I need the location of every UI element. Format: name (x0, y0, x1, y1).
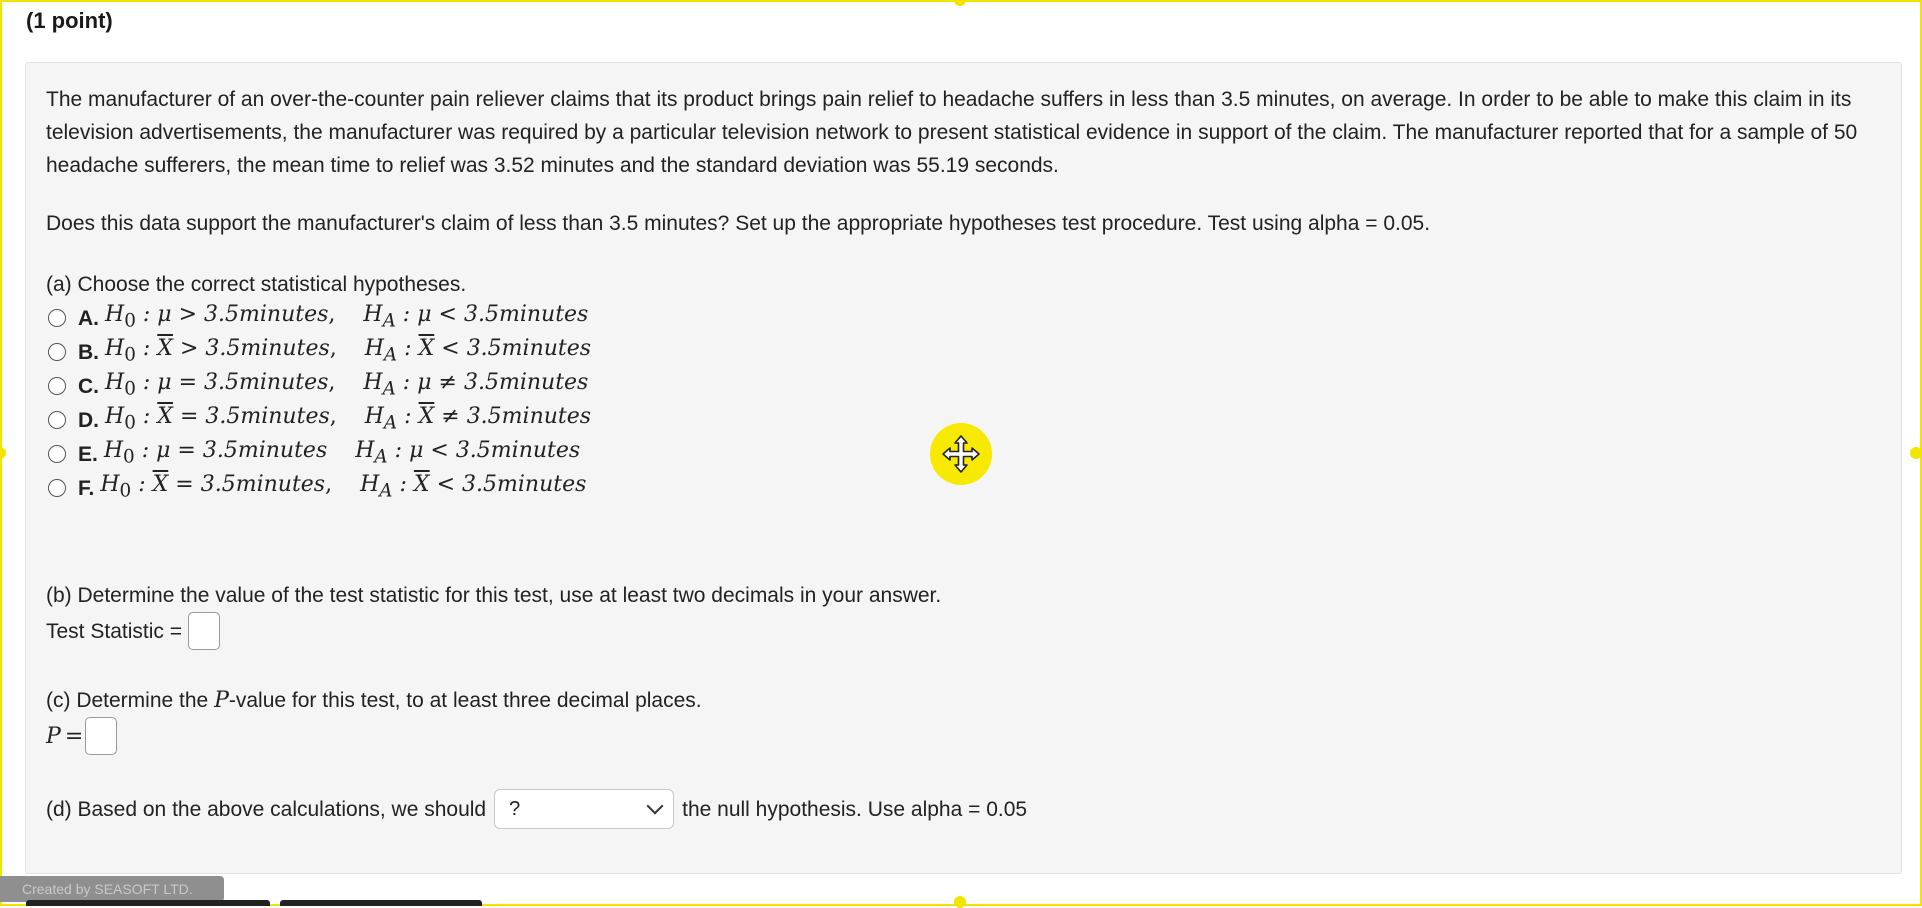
h0-subscript: 0 (119, 480, 132, 502)
ha-parameter: μ (409, 438, 424, 464)
ha-symbol: H (360, 472, 380, 498)
h0-symbol: H (105, 404, 125, 430)
ha-relation: ≠ (438, 370, 457, 396)
ha-symbol: H (364, 336, 384, 362)
option-letter: E. (78, 442, 98, 466)
option-letter: A. (78, 306, 99, 330)
p-value-row (46, 717, 1881, 755)
radio-button[interactable] (48, 479, 66, 497)
separator: , (329, 336, 337, 362)
ha-subscript: A (382, 310, 396, 332)
h0-value: 3.5minutes (205, 336, 330, 362)
ha-parameter: $\overline{X}$ (418, 336, 435, 362)
hypothesis-option-b[interactable] (46, 335, 1881, 369)
resize-handle-right[interactable] (1910, 447, 1922, 459)
h0-subscript: 0 (124, 378, 136, 400)
ha-value: 3.5minutes (466, 336, 592, 362)
ha-value: 3.5minutes (463, 370, 589, 396)
bottom-button-2[interactable] (280, 900, 482, 906)
option-letter: D. (78, 408, 99, 432)
h0-parameter: $\overline{X}$ (157, 336, 173, 362)
hypothesis-expression: $H_0$ : $\overline{X}$ = 3.5minutes, $H_A$ : $\overline{X}$ ≠ 3.5minutes (105, 404, 592, 434)
ha-subscript: A (379, 480, 393, 502)
ha-symbol: H (363, 370, 383, 396)
option-letter: B. (78, 340, 99, 364)
h0-symbol: H (105, 336, 125, 362)
radio-button[interactable] (48, 343, 66, 361)
h0-parameter: $\overline{X}$ (152, 472, 169, 498)
ha-subscript: A (382, 378, 396, 400)
part-c-label-before: (c) Determine the (46, 689, 215, 712)
radio-button[interactable] (48, 309, 66, 327)
hypothesis-option-a[interactable] (46, 301, 1881, 335)
ha-value: 3.5minutes (463, 302, 589, 328)
ha-relation: < (441, 336, 460, 362)
hypothesis-expression: $H_0$ : $\overline{X}$ = 3.5minutes, $H_A$ : $\overline{X}$ < 3.5minutes (100, 472, 587, 502)
hypothesis-expression: $H_0$ : μ > 3.5minutes, $H_A$ : μ < 3.5minutes (105, 302, 589, 332)
h0-symbol: H (105, 302, 125, 328)
ha-parameter: $\overline{X}$ (418, 404, 435, 430)
ha-symbol: H (355, 438, 375, 464)
bottom-button-1[interactable] (26, 900, 270, 906)
points-label: (1 point) (26, 8, 113, 33)
radio-button[interactable] (48, 445, 66, 463)
hypothesis-expression: $H_0$ : μ = 3.5minutes, $H_A$ : μ ≠ 3.5minutes (105, 370, 589, 400)
part-d-label-after: the null hypothesis. Use alpha = 0.05 (682, 797, 1028, 821)
h0-value: 3.5minutes (205, 404, 330, 430)
option-letter: F. (78, 476, 95, 500)
ha-value: 3.5minutes (455, 438, 581, 464)
part-d-label-before: (d) Based on the above calculations, we should (46, 797, 487, 821)
part-c-label (46, 684, 1881, 717)
ha-parameter: μ (417, 370, 432, 396)
ha-subscript: A (383, 412, 398, 434)
decision-select-value: ? (509, 797, 521, 820)
h0-relation: = (178, 370, 198, 396)
h0-symbol: H (100, 472, 120, 498)
decision-select[interactable] (494, 789, 674, 829)
ha-value: 3.5minutes (462, 472, 587, 498)
resize-handle-bottom[interactable] (954, 896, 966, 908)
ha-relation: < (438, 302, 457, 328)
test-statistic-label: Test Statistic = (46, 619, 182, 643)
h0-parameter: μ (156, 438, 171, 464)
h0-symbol: H (105, 370, 125, 396)
p-value-var: P (46, 723, 61, 749)
separator: , (328, 302, 336, 328)
ha-parameter: μ (417, 302, 432, 328)
h0-parameter: $\overline{X}$ (157, 404, 173, 430)
part-b-label: (b) Determine the value of the test statistic for this test, use at least two decimals in your answer. (46, 584, 942, 607)
separator: , (328, 370, 336, 396)
h0-subscript: 0 (124, 344, 136, 366)
hypothesis-expression: $H_0$ : μ = 3.5minutes $H_A$ : μ < 3.5minutes (103, 438, 581, 468)
radio-button[interactable] (48, 377, 66, 395)
problem-statement: The manufacturer of an over-the-counter pain reliever claims that its product brings pain relief to headache suffers in less than 3.5 minutes, on average. In order to be able to make this claim in its television advertisements, the manufacturer was required by a particular television network to present statistical evidence in support of the claim. The manufacturer reported that for a sample of 50 headache sufferers, the mean time to relief was 3.52 minutes and the standard deviation was 55.19 seconds. (46, 88, 1858, 177)
problem-question: Does this data support the manufacturer's claim of less than 3.5 minutes? Set up the appropriate hypotheses test procedure. Test using alpha = 0.05. (46, 212, 1431, 235)
option-letter: C. (78, 374, 99, 398)
p-value-input[interactable] (85, 717, 117, 755)
chevron-down-icon (647, 798, 664, 815)
move-arrows-icon[interactable] (930, 423, 992, 485)
h0-subscript: 0 (123, 446, 135, 468)
part-c-var: P (214, 688, 229, 713)
separator: , (329, 404, 337, 430)
h0-subscript: 0 (124, 310, 136, 332)
ha-relation: < (436, 472, 456, 498)
ha-relation: ≠ (441, 404, 460, 430)
h0-relation: = (175, 472, 194, 498)
ha-parameter: $\overline{X}$ (413, 472, 430, 498)
h0-relation: = (179, 404, 199, 430)
ha-relation: < (430, 438, 449, 464)
h0-value: 3.5minutes (200, 472, 326, 498)
ha-subscript: A (374, 446, 388, 468)
h0-value: 3.5minutes (202, 438, 328, 464)
part-d-row (46, 789, 1881, 829)
ha-symbol: H (364, 404, 384, 430)
test-statistic-input[interactable] (188, 612, 220, 650)
h0-parameter: μ (157, 370, 172, 396)
h0-value: 3.5minutes (204, 370, 329, 396)
p-value-eq: = (64, 723, 84, 749)
ha-subscript: A (383, 344, 398, 366)
ha-symbol: H (363, 302, 383, 328)
test-statistic-row (46, 612, 1881, 650)
h0-relation: > (178, 302, 198, 328)
h0-symbol: H (103, 438, 124, 464)
h0-relation: > (179, 336, 199, 362)
h0-relation: = (177, 438, 196, 464)
radio-button[interactable] (48, 411, 66, 429)
credit-label: Created by SEASOFT LTD. (0, 876, 224, 902)
part-a-label: (a) Choose the correct statistical hypotheses. (46, 273, 467, 296)
hypothesis-option-c[interactable] (46, 369, 1881, 403)
h0-subscript: 0 (124, 412, 136, 434)
part-c-label-after: -value for this test, to at least three decimal places. (228, 689, 702, 712)
h0-parameter: μ (157, 302, 172, 328)
h0-value: 3.5minutes (204, 302, 329, 328)
separator: , (325, 472, 333, 498)
hypothesis-expression: $H_0$ : $\overline{X}$ > 3.5minutes, $H_A$ : $\overline{X}$ < 3.5minutes (105, 336, 592, 366)
ha-value: 3.5minutes (466, 404, 592, 430)
